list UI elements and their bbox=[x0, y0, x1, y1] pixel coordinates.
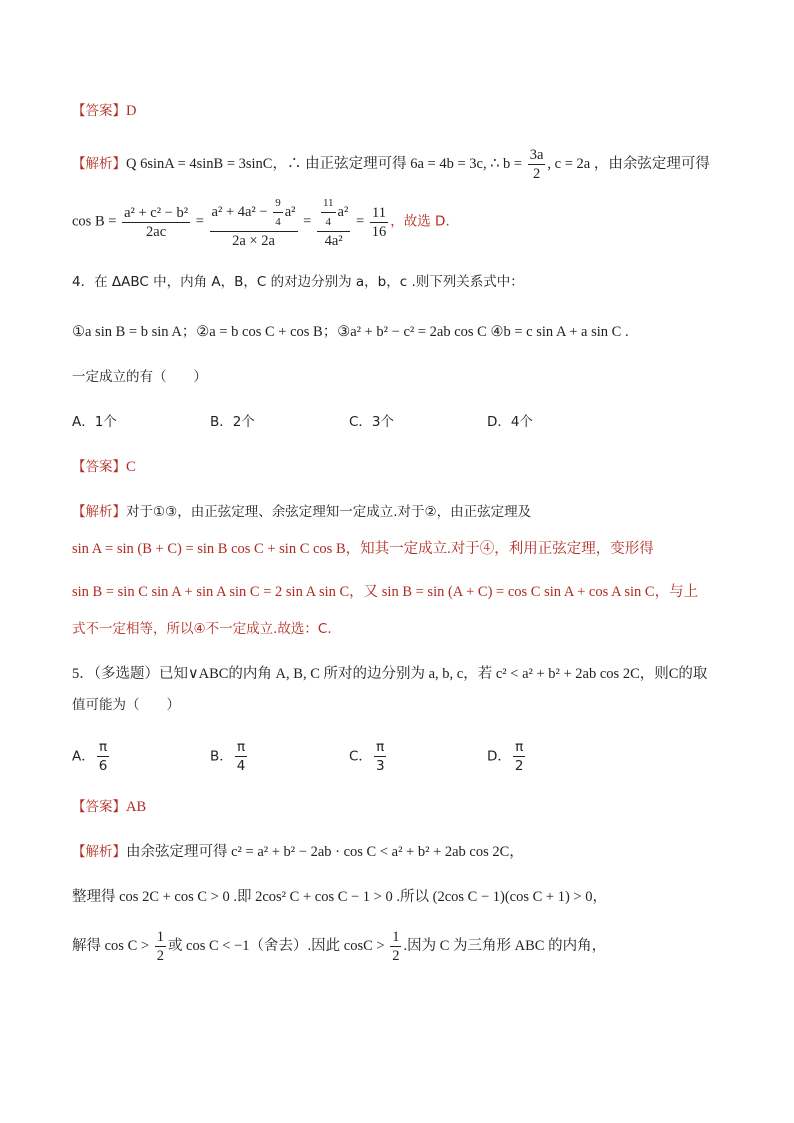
q3-cosb-equation: cos B = $\frac{\text{a² + c² − b²}}{2ac}$ = a² + 4a² − $\frac{9}{4}$ a² 2a × 2a = $\frac{11}{4}$ a² 4a² = $\frac{11}{16}$ ，故选 D. bbox=[72, 194, 734, 250]
answer-value: D bbox=[126, 103, 137, 119]
answer-value: AB bbox=[126, 799, 147, 815]
fraction-1: $\frac{\text{a² + c² − b²}}{2ac}$ bbox=[124, 204, 189, 240]
q3-analysis-line1 bbox=[72, 146, 734, 183]
q4-analysis-line2: sin A = sin (B + C) = sin B cos C + sin C cos B，知其一定成立.对于④，利用正弦定理，变形得 bbox=[72, 541, 654, 557]
analysis-tag: 【解析】 bbox=[72, 844, 126, 860]
q5-option-b: B． $\frac{\pi}{4}$ bbox=[210, 739, 246, 774]
fraction-one-half-2: $\frac{1}{2}$ bbox=[392, 929, 400, 965]
q4-relations: ①a sin B = b sin A；②a = b cos C + cos B；③a² + b² − c² = 2ab cos C ④b = c sin A + a sin C . bbox=[72, 324, 629, 340]
q5-analysis-line3: 解得 cos C > $\frac{1}{2}$ 或 cos C < −1（舍去）.因此 cosC > $\frac{1}{2}$ .因为 C 为三角形 ABC 的内角， bbox=[72, 929, 607, 965]
q3-fraction-3a-over-2: $\frac{3a}{2}$ bbox=[529, 147, 544, 182]
answer-tag: 【答案】 bbox=[72, 459, 126, 475]
q5-stem-line2: 值可能为（ ） bbox=[72, 697, 180, 713]
q4-stem: 4．在 ΔABC 中，内角 A，B，C 的对边分别为 a，b，c .则下列关系式中： bbox=[72, 274, 524, 290]
q4-option-d: D．4个 bbox=[487, 414, 533, 430]
analysis-tag: 【解析】 bbox=[72, 504, 126, 520]
q4-option-b: B．2个 bbox=[210, 414, 255, 430]
fraction-one-half: $\frac{1}{2}$ bbox=[156, 929, 164, 965]
q4-options bbox=[72, 411, 734, 433]
fraction-3: $\frac{11}{4}$ a² 4a² bbox=[317, 194, 350, 250]
q5-option-d: D． $\frac{\pi}{2}$ bbox=[487, 739, 524, 774]
q5-analysis-line1: 【解析】由余弦定理可得 c² = a² + b² − 2ab · cos C < a² + b² + 2ab cos 2C， bbox=[72, 844, 524, 860]
q3-intro-text: Q 6sinA = 4sinB = 3sinC，∴ 由正弦定理可得 6a = 4b = 3c, ∴ b = bbox=[126, 155, 523, 172]
q3-answer-line bbox=[72, 100, 734, 122]
cos-b-label: cos B = bbox=[72, 213, 117, 230]
answer-value: C bbox=[126, 459, 136, 475]
q4-prompt: 一定成立的有（ ） bbox=[72, 369, 207, 385]
answer-tag: 【答案】 bbox=[72, 103, 126, 119]
q5-answer-line bbox=[72, 796, 734, 818]
q3-mid-text: , c = 2a ，由余弦定理可得 bbox=[547, 155, 710, 172]
q4-answer-line bbox=[72, 456, 734, 478]
fraction-4: $\frac{11}{16}$ bbox=[371, 204, 387, 240]
q4-option-c: C．3个 bbox=[349, 414, 395, 430]
q4-analysis-line4: 式不一定相等，所以④不一定成立.故选：C. bbox=[72, 621, 332, 637]
q4-analysis-line3: sin B = sin C sin A + sin A sin C = 2 sin A sin C，又 sin B = sin (A + C) = cos C sin A + cos A sin C，与上 bbox=[72, 584, 699, 600]
q5-stem-line1: 5．（多选题）已知∨ABC的内角 A, B, C 所对的边分别为 a, b, c，若 c² < a² + b² + 2ab cos 2C，则C的取 bbox=[72, 666, 708, 682]
q5-option-a: A． $\frac{\pi}{6}$ bbox=[72, 739, 108, 774]
fraction-2: a² + 4a² − $\frac{9}{4}$ a² 2a × 2a bbox=[210, 194, 298, 250]
q5-option-c: C． $\frac{\pi}{3}$ bbox=[349, 739, 385, 774]
q5-options bbox=[72, 738, 734, 778]
q4-analysis-line1: 【解析】对于①③，由正弦定理、余弦定理知一定成立.对于②，由正弦定理及 bbox=[72, 504, 532, 520]
analysis-tag: 【解析】 bbox=[72, 155, 126, 172]
answer-tag: 【答案】 bbox=[72, 799, 126, 815]
q4-option-a: A．1个 bbox=[72, 414, 117, 430]
q5-analysis-line2: 整理得 cos 2C + cos C > 0 .即 2cos² C + cos C − 1 > 0 .所以 (2cos C − 1)(cos C + 1) > 0， bbox=[72, 889, 607, 905]
q3-conclusion: ，故选 D. bbox=[390, 213, 450, 230]
